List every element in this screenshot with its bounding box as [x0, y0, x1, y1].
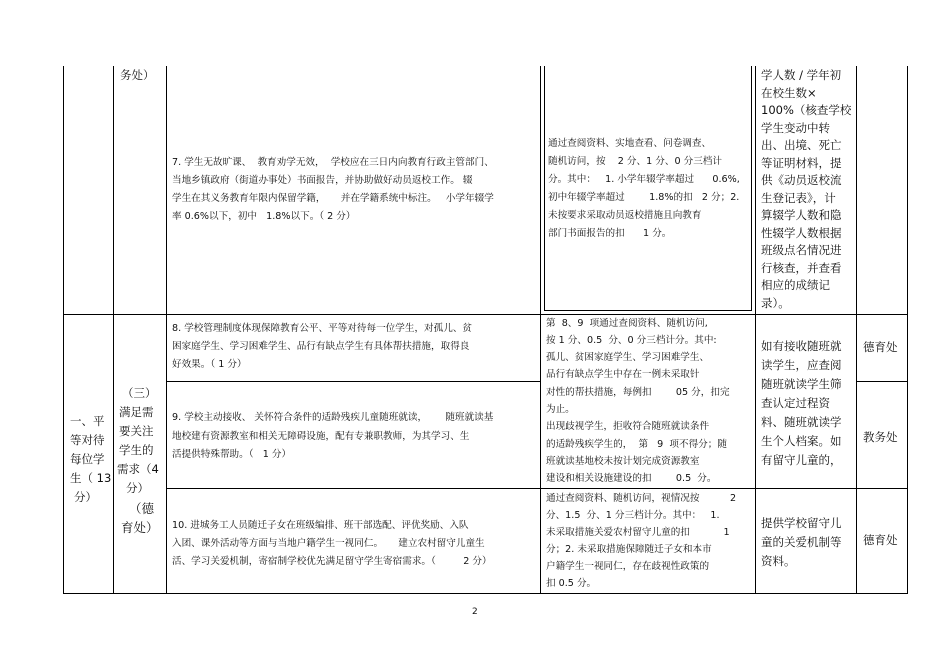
inner-box-left — [544, 66, 545, 310]
dept-item-8: 德育处 — [863, 340, 898, 354]
col-line-5 — [856, 66, 857, 594]
inner-box-right — [751, 66, 752, 310]
inner-box-bottom — [544, 310, 752, 311]
evidence-7-last: 录）。 — [761, 295, 790, 310]
page-number: 2 — [472, 607, 478, 617]
row-line-item9-end-a — [166, 488, 541, 489]
dept-item-9: 教务处 — [863, 430, 898, 444]
sub-dept-2: 育处） — [121, 520, 159, 535]
sub-dept-1: （德 — [129, 501, 155, 516]
border-right — [907, 66, 908, 594]
border-bottom — [63, 593, 908, 594]
col-line-1 — [113, 66, 114, 594]
row-line-dept8-end — [856, 381, 908, 382]
row-line-top-section-end — [63, 314, 908, 315]
col-line-3 — [540, 66, 541, 594]
dept-item-10: 德育处 — [863, 533, 898, 547]
row-line-item8-end — [166, 381, 541, 382]
border-left — [63, 66, 64, 594]
dept-continuation: 务处） — [120, 68, 155, 82]
col-line-2 — [166, 66, 167, 594]
col-line-4 — [755, 66, 756, 594]
